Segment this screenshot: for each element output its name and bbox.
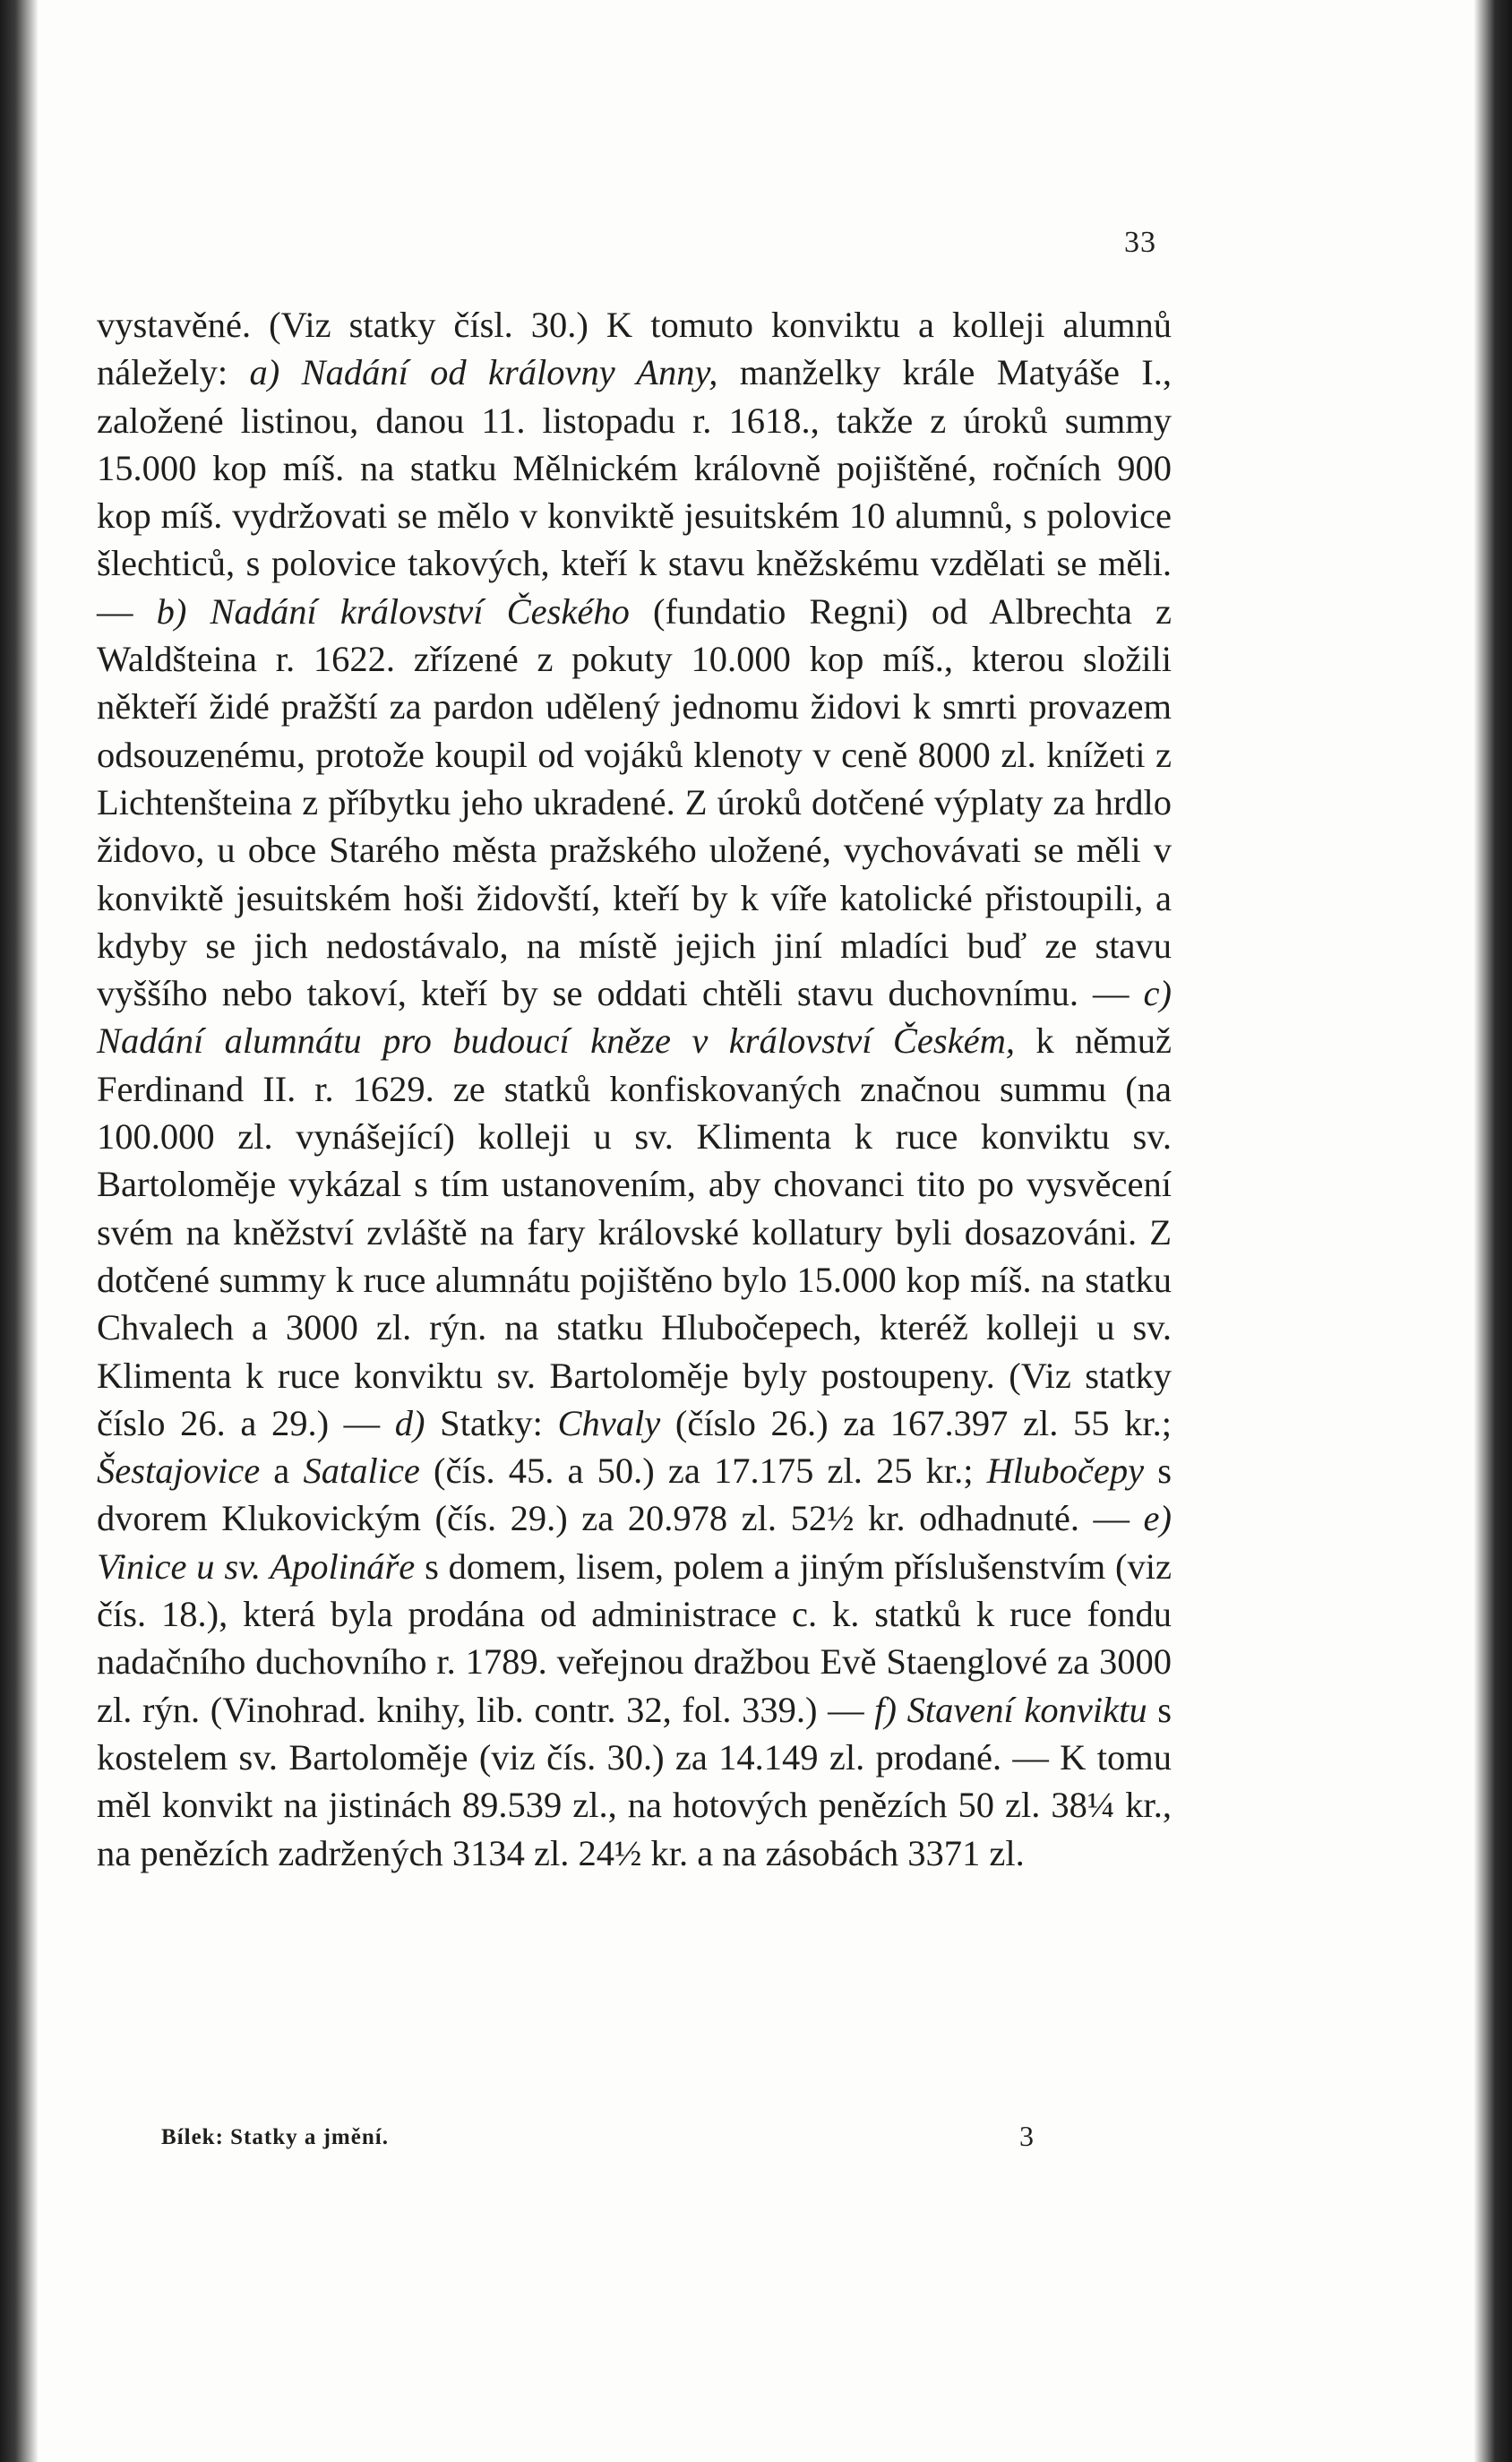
body-paragraph — [97, 301, 1181, 1877]
italic-run: a) Nadání od královny Anny, — [249, 352, 718, 393]
italic-run: c) Nadání alumnátu pro budoucí kněze v království Českém, — [97, 973, 1181, 1062]
text-run: Statky: — [425, 1402, 558, 1443]
text-run: (čís. 45. a 50.) za 17.175 zl. 25 kr.; — [419, 1451, 987, 1492]
text-run: a — [260, 1451, 304, 1492]
binding-shadow-left — [0, 0, 38, 2462]
text-run: manželky krále Matyáše I., založené listinou, danou 11. listopadu r. 1618., takže z úroků summy 15.000 kop míš. na statku Mělnickém královně pojištěné, ročních 900 kop míš. vydržovati se mělo v konviktě jesuitském 10 alumnů, s polovice šlechticů, s polovice takových, kteří k stavu kněžskému vzdělati se měli. — — [97, 352, 1181, 632]
italic-run: Hlubočepy — [986, 1451, 1145, 1492]
italic-run: Šestajovice — [97, 1451, 261, 1492]
italic-run: b) Nadání království Českého — [156, 590, 630, 632]
italic-run: Satalice — [303, 1451, 420, 1492]
text-run: vystavěné. (Viz statky čísl. 30.) K tomuto konviktu a kolleji alumnů náležely: — [97, 305, 1181, 393]
italic-run: f) Stavení konviktu — [874, 1689, 1147, 1730]
page-number: 33 — [1124, 226, 1156, 259]
text-run: s dvorem Klukovickým (čís. 29.) za 20.978 zl. 52½ kr. odhadnuté. — — [97, 1451, 1181, 1539]
text-run: k němuž Ferdinand II. r. 1629. ze statků konfiskovaných značnou summu (na 100.000 zl. vynášející) kolleji u sv. Klimenta k ruce konviktu sv. Bartoloměje vykázal s tím ustanovením, aby chovanci tito po vysvěcení svém na kněžství zvláště na fary královské kollatury byli dosazováni. Z dotčené summy k ruce alumnátu pojištěno bylo 15.000 kop míš. na statku Chvalech a 3000 zl. rýn. na statku Hlubočepech, kteréž kolleji u sv. Klimenta k ruce konviktu sv. Bartoloměje byly postoupeny. (Viz statky číslo 26. a 29.) — — [97, 1020, 1181, 1443]
text-run: (číslo 26.) za 167.397 zl. 55 kr.; — [660, 1402, 1181, 1443]
binding-shadow-right — [1474, 0, 1512, 2462]
italic-run: d) — [394, 1402, 425, 1443]
text-run: s domem, lisem, polem a jiným příslušenstvím (viz čís. 18.), která byla prodána od administrace c. k. statků k ruce fondu nadačního duchovního r. 1789. veřejnou dražbou Evě Staenglové za 3000 zl. rýn. (Vinohrad. knihy, lib. contr. 32, fol. 339.) — — [97, 1545, 1181, 1730]
footer-sheet-number: 3 — [1019, 2120, 1034, 2152]
text-run: (fundatio Regni) od Albrechta z Waldšteina r. 1622. zřízené z pokuty 10.000 kop míš., kterou složili někteří židé pražští za pardon udělený jednomu židovi k smrti provazem odsouzenému, protože koupil od vojáků klenoty v ceně 8000 zl. knížeti z Lichtenšteina z příbytku jeho ukradené. Z úroků dotčené výplaty za hrdlo židovo, u obce Starého města pražského uložené, vychovávati se měli v konviktě jesuitském hoši židovští, kteří by k víře katolické přistoupili, a kdyby se jich nedostávalo, na místě jejich jiní mladíci buď ze stavu vyššího nebo takoví, kteří by se oddati chtěli stavu duchovnímu. — — [97, 590, 1181, 1014]
footer-signature: Bílek: Statky a jmění. — [161, 2125, 389, 2149]
text-run: s kostelem sv. Bartoloměje (viz čís. 30.) za 14.149 zl. prodané. — K tomu měl konvikt na jistinách 89.539 zl., na hotových penězích 50 zl. 38¼ kr., na penězích zadržených 3134 zl. 24½ kr. a na zásobách 3371 zl. — [97, 1689, 1181, 1873]
italic-run: Chvaly — [557, 1402, 661, 1443]
italic-run: e) Vinice u sv. Apolináře — [97, 1498, 1181, 1587]
